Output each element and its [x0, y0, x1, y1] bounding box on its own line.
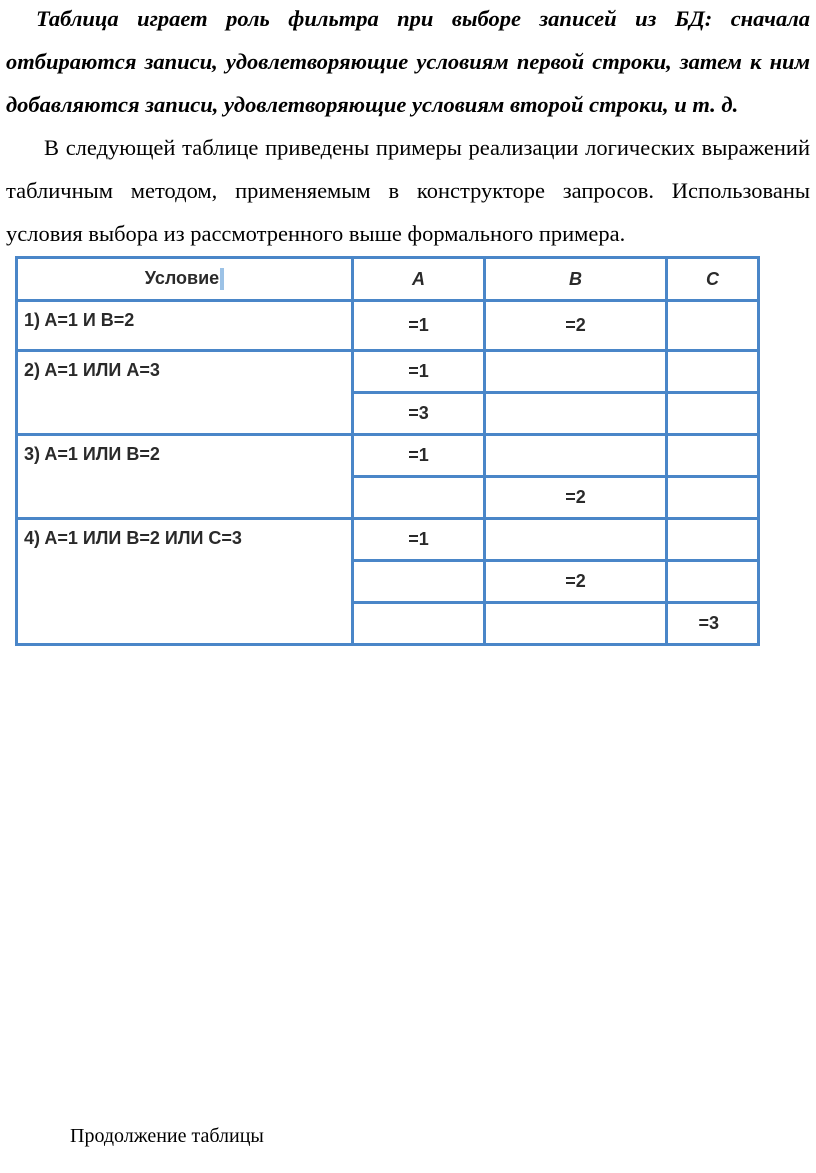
value-c-cell [667, 393, 759, 435]
value-c-cell [667, 561, 759, 603]
value-b-cell [485, 393, 667, 435]
value-a-cell: =1 [353, 351, 485, 393]
text-cursor-mark [220, 268, 224, 290]
value-a-cell: =1 [353, 301, 485, 351]
header-condition-label: Условие [144, 267, 220, 288]
condition-cell: 4) A=1 ИЛИ B=2 ИЛИ C=3 [17, 519, 353, 645]
header-a: A [353, 258, 485, 301]
value-a-cell: =1 [353, 435, 485, 477]
header-b: B [485, 258, 667, 301]
value-a-cell: =1 [353, 519, 485, 561]
continuation-label: Продолжение таблицы [70, 1125, 264, 1147]
value-a-cell [353, 561, 485, 603]
value-b-cell: =2 [485, 301, 667, 351]
condition-cell: 1) A=1 И B=2 [17, 301, 353, 351]
value-b-cell [485, 435, 667, 477]
value-b-cell: =2 [485, 477, 667, 519]
value-c-cell [667, 435, 759, 477]
value-c-cell: =3 [667, 603, 759, 645]
header-c: C [667, 258, 759, 301]
value-c-cell [667, 301, 759, 351]
conditions-table [15, 256, 760, 646]
value-a-cell [353, 477, 485, 519]
header-condition [17, 258, 353, 301]
table-row [17, 435, 759, 477]
value-b-cell [485, 519, 667, 561]
condition-cell: 3) A=1 ИЛИ B=2 [17, 435, 353, 519]
conditions-table-wrapper [15, 256, 760, 646]
table-row [17, 519, 759, 561]
value-c-cell [667, 477, 759, 519]
value-b-cell: =2 [485, 561, 667, 603]
value-b-cell [485, 351, 667, 393]
table-header-row [17, 258, 759, 301]
value-a-cell: =3 [353, 393, 485, 435]
intro-italic-paragraph: Таблица играет роль фильтра при выборе записей из БД: сначала отбираются записи, удовлетворяющие условиям первой строки, затем к ним добавляются записи, удовлетворяющие условиям второй строки, и т. д. [6, 6, 810, 117]
condition-cell: 2) A=1 ИЛИ A=3 [17, 351, 353, 435]
value-b-cell [485, 603, 667, 645]
value-c-cell [667, 519, 759, 561]
value-a-cell [353, 603, 485, 645]
intro-paragraph: В следующей таблице приведены примеры реализации логических выражений табличным методом, применяемым в конструкторе запросов. Использованы условия выбора из рассмотренного выше формального примера. [6, 135, 810, 246]
table-row [17, 301, 759, 351]
value-c-cell [667, 351, 759, 393]
table-row [17, 351, 759, 393]
